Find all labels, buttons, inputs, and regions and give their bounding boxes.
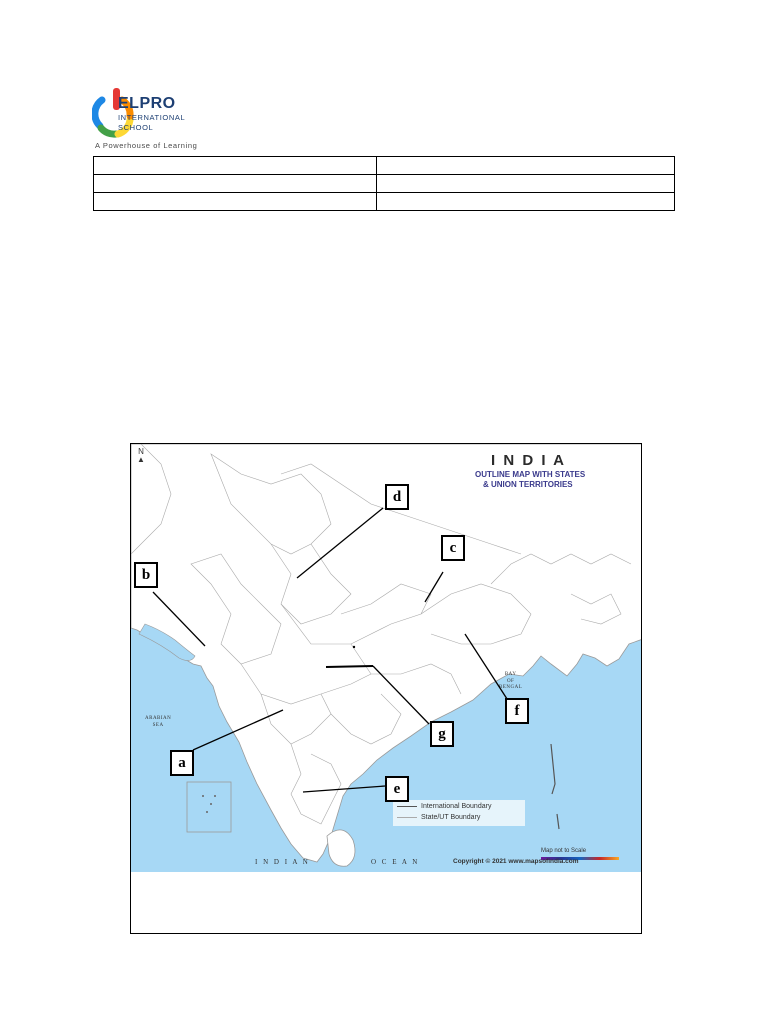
legend-international: International Boundary (421, 803, 492, 810)
school-subtitle-1: INTERNATIONAL (118, 113, 186, 122)
marker-e: e (385, 776, 409, 802)
bay-line-2: OF (506, 678, 515, 684)
north-arrow-icon: N ▲ (137, 447, 145, 464)
school-subtitle-2: SCHOOL (118, 122, 154, 132)
table-cell[interactable] (94, 157, 377, 175)
school-tagline: A Powerhouse of Learning (95, 141, 198, 150)
legend-state: State/UT Boundary (421, 814, 481, 821)
ocean-label: O C E A N (371, 858, 420, 866)
pointer-line-f (465, 634, 509, 702)
indian-label: I N D I A N (255, 858, 310, 866)
bay-line-3: BENGAL (499, 685, 523, 690)
map-subtitle-1: OUTLINE MAP WITH STATES (475, 470, 586, 479)
map-title: I N D I A (491, 452, 566, 469)
student-info-table (93, 156, 675, 211)
arabian-sea-line-2: SEA (152, 722, 164, 728)
table-cell[interactable] (377, 175, 675, 193)
marker-f: f (505, 698, 529, 724)
pointer-line-b (153, 592, 205, 646)
india-outline-map (130, 443, 642, 934)
school-name-block (118, 96, 185, 131)
table-cell[interactable] (94, 193, 377, 211)
table-cell[interactable] (377, 193, 675, 211)
school-name: ELPRO (118, 95, 176, 112)
table-row (94, 193, 675, 211)
copyright-label: Copyright © 2021 www.mapsofindia.com (453, 858, 579, 865)
pointer-line-g (373, 666, 429, 724)
table-row (94, 157, 675, 175)
map-dot (353, 646, 355, 648)
north-label: N (138, 447, 144, 456)
table-cell[interactable] (94, 175, 377, 193)
pointer-line-a (193, 710, 283, 750)
pointer-line-c (425, 572, 443, 602)
map-subtitle-2: & UNION TERRITORIES (483, 480, 573, 489)
pointer-lines (131, 444, 642, 934)
marker-g: g (430, 721, 454, 747)
arabian-sea-line-1: ARABIAN (145, 716, 172, 721)
not-to-scale-label: Map not to Scale (541, 848, 587, 854)
marker-d: d (385, 484, 409, 510)
marker-c: c (441, 535, 465, 561)
marker-b: b (134, 562, 158, 588)
bay-line-1: BAY (504, 672, 517, 677)
table-row (94, 175, 675, 193)
table-cell[interactable] (377, 157, 675, 175)
marker-a: a (170, 750, 194, 776)
pointer-line-g-bar (326, 666, 373, 667)
pointer-line-d (297, 508, 383, 578)
pointer-line-e (303, 786, 385, 792)
